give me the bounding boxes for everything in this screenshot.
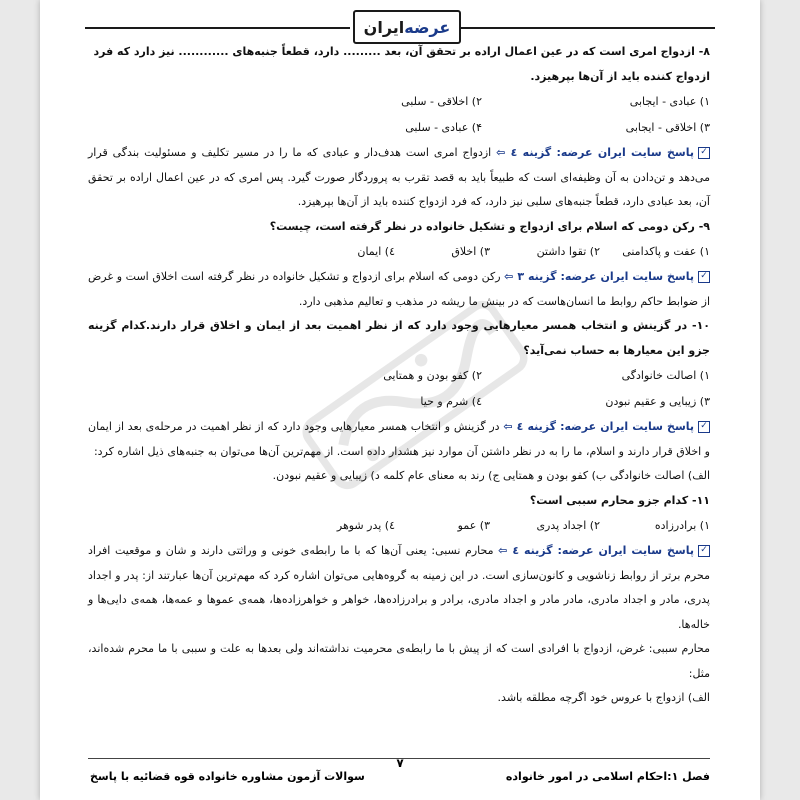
answer-text: رکن دومی که اسلام برای ازدواج و تشکیل خانواده در نظر گرفته است اخلاق است و غرض از ضوابط حاکم روابط ما انسان‌هاست که در بینش ما ریشه در مذهب و تعالیم مذهبی دارد.	[88, 270, 710, 308]
question-11-answer-cont: محارم سببی: غرض، ازدواج با افرادی است که از پیش با ما رابطه‌ی محرمیت نداشته‌اند ولی بعدها به علت و سببی با ما محرم شده‌اند، مثل:	[88, 642, 710, 680]
q8-option-1: ۱) عبادی - ایجابی	[629, 95, 710, 108]
question-9-answer	[88, 265, 710, 314]
question-10-options-row-2	[88, 389, 710, 415]
question-10-answer	[88, 415, 710, 464]
document-body	[88, 40, 710, 711]
q11-option-4: ٤) پدر شوهر	[336, 519, 395, 532]
answer-text: ازدواج امری است هدف‌دار و عبادی که ما را در مسیر تکلیف و مسئولیت بندگی قرار می‌دهد و تن‌دادن به آن وظیفه‌ای است که طبیعاً باید به قصد تقرب به پروردگار صورت گیرد. پس امری که در عین اعمال اراده بر تحقق آن، بعد عبادی دارد، قطعاً جنبه‌های سلبی نیز دارد، که فرد ازدواج کننده باید از آن‌ها بپرهیزد.	[88, 146, 710, 208]
question-11-options	[88, 513, 710, 539]
answer-label: پاسخ سایت ایران عرضه: گزینه ٤ ⇦	[498, 544, 694, 557]
q10-option-1: ۱) اصالت خانوادگی	[621, 369, 710, 382]
header-divider-left	[85, 27, 350, 29]
q10-option-4: ٤) شرم و حیا	[420, 395, 482, 408]
question-10-options-row-1	[88, 363, 710, 389]
question-8-text-cont: ازدواج کننده باید از آن‌ها بپرهیزد.	[530, 69, 710, 83]
q8-option-4: ۴) عبادی - سلبی	[405, 121, 482, 134]
document-page	[40, 0, 760, 800]
question-8-text: ۸- ازدواج امری است که در عین اعمال اراده بر تحقق آن، بعد ......... دارد، قطعاً جنبه‌های ............ نیز دارد که فرد	[93, 45, 710, 58]
question-10-text: ۱۰- در گزینش و انتخاب همسر معیارهایی وجود دارد که از نظر اهمیت بعد از ایمان و اخلاق قرار دارند.کدام گزینه جزو این معیارها به حساب نمی‌آید؟	[88, 319, 710, 357]
q11-option-2: ۲) اجداد پدری	[536, 519, 600, 532]
question-9-options	[88, 239, 710, 265]
answer-text: محارم نسبی: یعنی آن‌ها که با ما رابطه‌ی خونی و وراثتی دارند و شان و موقعیت افراد محرم برتر از روابط زناشویی و کانون‌سازی است. در این زمینه به گروه‌هایی می‌توان اشاره کرد که مهم‌ترین آن‌ها عبارتند از: پدر و اجداد پدری، مادر و اجداد مادری، مادر مادر و اجداد مادری، برادر و برادرزاده‌ها، خواهر و خواهرزاده‌ها، همه‌ی عموها و عمه‌ها، همه‌ی دایی‌ها و خاله‌ها.	[88, 544, 710, 631]
header-divider-right	[460, 27, 715, 29]
q10-option-2: ۲) کفو بودن و همتایی	[383, 369, 482, 382]
question-11-answer	[88, 539, 710, 637]
logo-text-2: عرضه	[404, 17, 451, 37]
answer-label: پاسخ سایت ایران عرضه: گزینه ٤ ⇦	[496, 146, 695, 159]
q9-option-4: ٤) ایمان	[357, 245, 395, 258]
site-logo	[353, 10, 461, 44]
footer-book-title: سوالات آزمون مشاوره خانواده قوه قضائیه با پاسخ	[90, 770, 365, 783]
footer-chapter: فصل ۱:احکام اسلامی در امور خانواده	[505, 770, 710, 783]
q8-option-2: ۲) اخلاقی - سلبی	[401, 95, 482, 108]
answer-label: پاسخ سایت ایران عرضه: گزینه ٤ ⇦	[503, 420, 695, 433]
question-9-text: ۹- رکن دومی که اسلام برای ازدواج و تشکیل خانواده در نظر گرفته است، چیست؟	[269, 219, 710, 233]
q11-option-1: ۱) برادرزاده	[654, 519, 710, 532]
q10-option-3: ۳) زیبایی و عقیم نبودن	[605, 395, 710, 408]
checkbox-icon: ✓	[698, 147, 710, 159]
q9-option-2: ۲) تقوا داشتن	[536, 245, 600, 258]
answer-label: پاسخ سایت ایران عرضه: گزینه ۳ ⇦	[504, 270, 694, 283]
question-8-answer	[88, 141, 710, 215]
question-11-text: ۱۱- کدام جزو محارم سببی است؟	[529, 493, 710, 507]
q9-option-1: ۱) عفت و پاکدامنی	[622, 245, 710, 258]
question-8-options-row-2	[88, 115, 710, 141]
checkbox-icon: ✓	[698, 271, 710, 283]
question-11-answer-cont-2: الف) ازدواج با عروس خود اگرچه مطلقه باشد.	[497, 691, 710, 704]
checkbox-icon: ✓	[698, 421, 710, 433]
checkbox-icon: ✓	[698, 545, 710, 557]
q11-option-3: ۳) عمو	[457, 519, 490, 532]
logo-text-1: ایران	[363, 17, 405, 37]
q8-option-3: ۳) اخلاقی - ایجابی	[625, 121, 710, 134]
q9-option-3: ۳) اخلاق	[451, 245, 490, 258]
question-8-options-row-1	[88, 89, 710, 115]
question-10-answer-list: الف) اصالت خانوادگی ب) کفو بودن و همتایی ج) رند به معنای عام کلمه د) زیبایی و عقیم نبودن.	[272, 469, 710, 482]
page-number: ۷	[396, 756, 404, 770]
answer-text: در گزینش و انتخاب همسر معیارهایی وجود دارد که از نظر اهمیت در مرحله‌ی بعد از ایمان و اخلاق قرار دارند و اسلام، ما را به در نظر داشتن آن موارد نیز هشدار داده است. از مهم‌ترین آن‌ها می‌توان به جنبه‌های ذیل اشاره کرد:	[88, 420, 710, 458]
